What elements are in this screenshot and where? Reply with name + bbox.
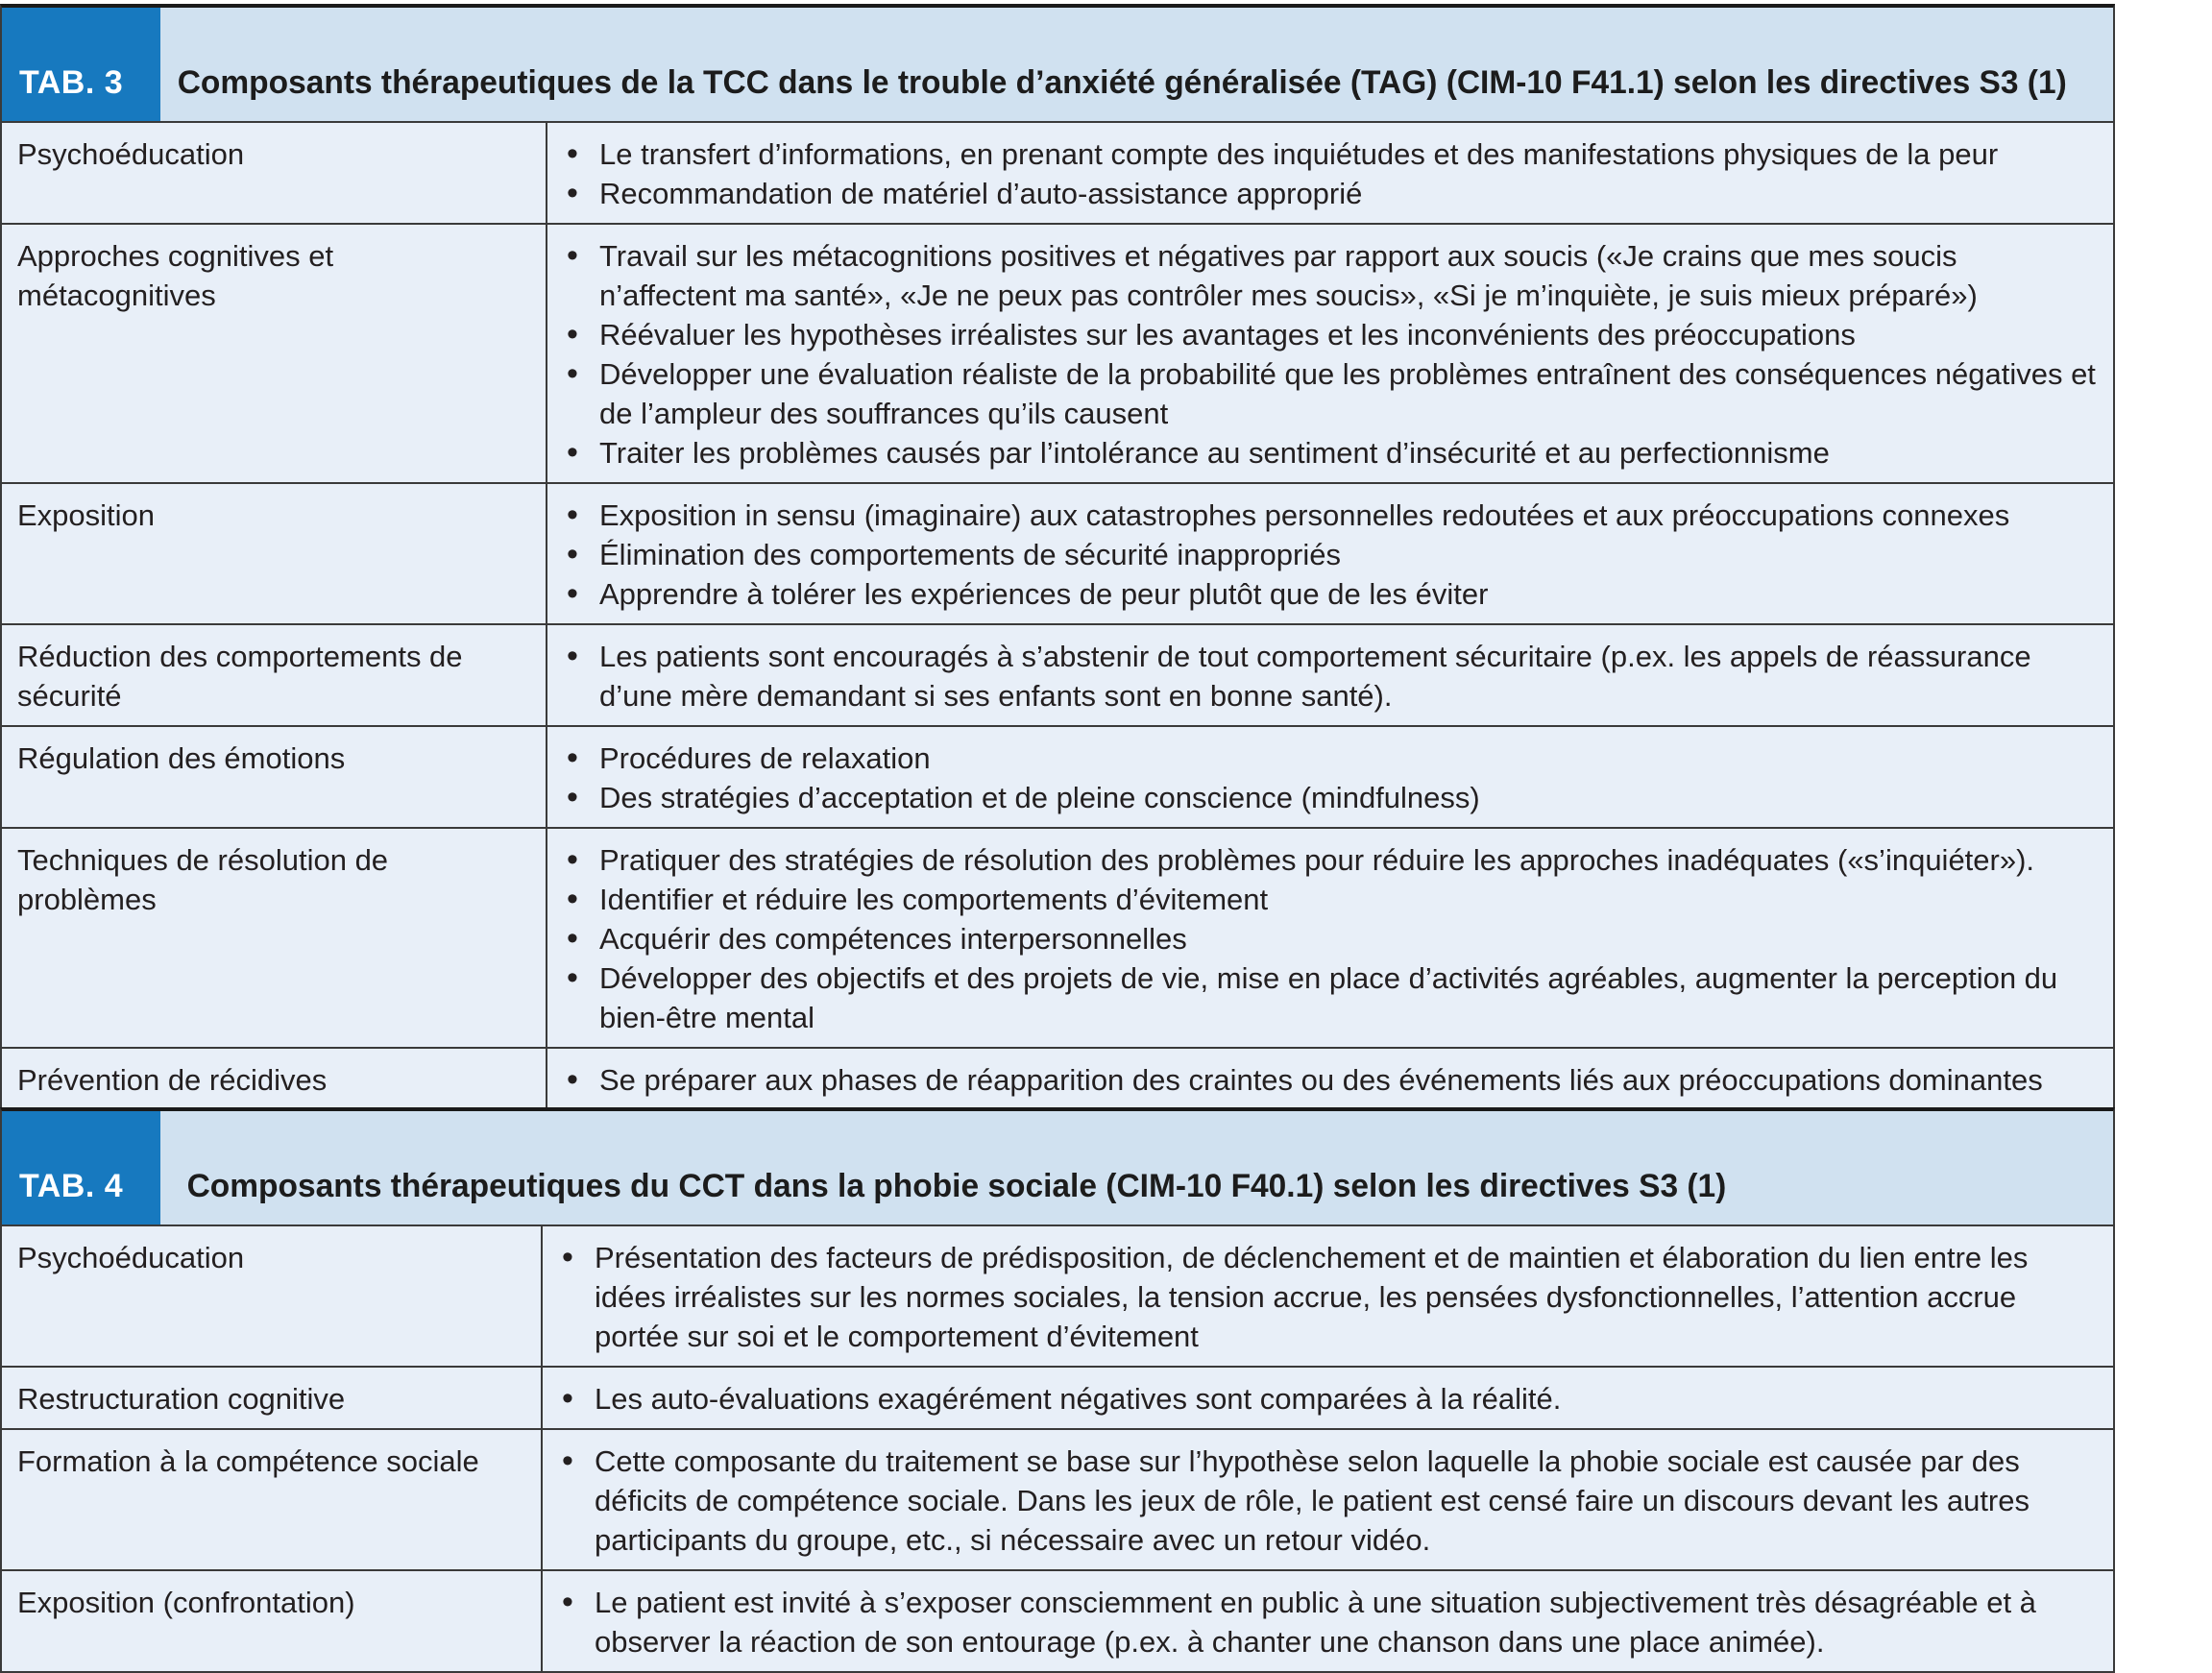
row-content bbox=[547, 1049, 2113, 1109]
table-number-badge: TAB. 3 bbox=[2, 8, 160, 121]
table-row bbox=[2, 625, 2113, 727]
table-title: Composants thérapeutiques du CCT dans la phobie sociale (CIM-10 F40.1) selon les directives S3 (1) bbox=[186, 1168, 1727, 1204]
table-header bbox=[2, 1111, 2113, 1226]
row-content bbox=[543, 1430, 2113, 1569]
table-header bbox=[2, 8, 2113, 123]
row-content bbox=[543, 1226, 2113, 1366]
table-row bbox=[2, 1571, 2113, 1671]
bullet-item: • Traiter les problèmes causés par l’intolérance au sentiment d’insécurité et au perfectionnisme bbox=[565, 433, 2098, 473]
bullet-item: • Le patient est invité à s’exposer consciemment en public à une situation subjectivement très désagréable et à observer la réaction de son entourage (p.ex. à chanter une chanson dans une place animée). bbox=[560, 1583, 2098, 1661]
table-row bbox=[2, 1049, 2113, 1109]
row-content bbox=[547, 225, 2113, 482]
row-content bbox=[543, 1368, 2113, 1428]
row-content bbox=[547, 829, 2113, 1047]
row-label: Psychoéducation bbox=[2, 123, 547, 223]
bullet-item: • Les auto-évaluations exagérément négatives sont comparées à la réalité. bbox=[560, 1379, 2098, 1418]
table-row bbox=[2, 1368, 2113, 1430]
bullet-list bbox=[565, 1060, 2098, 1100]
bullet-list bbox=[560, 1238, 2098, 1356]
row-content bbox=[547, 484, 2113, 623]
row-label: Prévention de récidives bbox=[2, 1049, 547, 1109]
bullet-item: • Acquérir des compétences interpersonnelles bbox=[565, 919, 2098, 958]
bullet-list bbox=[560, 1583, 2098, 1661]
row-label: Restructuration cognitive bbox=[2, 1368, 543, 1428]
table-body bbox=[2, 123, 2113, 1109]
bullet-item: • Les patients sont encouragés à s’abstenir de tout comportement sécuritaire (p.ex. les appels de réassurance d’une mère demandant si ses enfants sont en bonne santé). bbox=[565, 637, 2098, 715]
row-label: Réduction des comportements de sécurité bbox=[2, 625, 547, 725]
bullet-list bbox=[565, 739, 2098, 817]
table-title: Composants thérapeutiques de la TCC dans le trouble d’anxiété généralisée (TAG) (CIM-10 F41.1) selon les directives S3 (1) bbox=[177, 64, 2067, 101]
bullet-item: • Développer des objectifs et des projets de vie, mise en place d’activités agréables, augmenter la perception du bien-être mental bbox=[565, 958, 2098, 1037]
bullet-item: • Se préparer aux phases de réapparition des craintes ou des événements liés aux préoccupations dominantes bbox=[565, 1060, 2098, 1100]
bullet-list bbox=[565, 236, 2098, 473]
table-tab3 bbox=[0, 4, 2115, 1111]
table-tab4 bbox=[0, 1107, 2115, 1673]
bullet-item: • Apprendre à tolérer les expériences de peur plutôt que de les éviter bbox=[565, 574, 2098, 614]
table-row bbox=[2, 1430, 2113, 1571]
row-label: Approches cognitives et métacognitives bbox=[2, 225, 547, 482]
table-row bbox=[2, 123, 2113, 225]
bullet-item: • Travail sur les métacognitions positives et négatives par rapport aux soucis («Je crains que mes soucis n’affectent ma santé», «Je ne peux pas contrôler mes soucis», «Si je m’inquiète, je suis mieux préparé») bbox=[565, 236, 2098, 315]
table-row bbox=[2, 1226, 2113, 1368]
table-row bbox=[2, 484, 2113, 625]
bullet-item: • Élimination des comportements de sécurité inappropriés bbox=[565, 535, 2098, 574]
row-label: Psychoéducation bbox=[2, 1226, 543, 1366]
bullet-item: • Présentation des facteurs de prédisposition, de déclenchement et de maintien et élaboration du lien entre les idées irréalistes sur les normes sociales, la tension accrue, les pensées dysfonctionnelles, l’attention accrue portée sur soi et le comportement d’évitement bbox=[560, 1238, 2098, 1356]
row-label: Formation à la compétence sociale bbox=[2, 1430, 543, 1569]
row-label: Techniques de résolution de problèmes bbox=[2, 829, 547, 1047]
row-content bbox=[547, 123, 2113, 223]
table-number-badge: TAB. 4 bbox=[2, 1111, 160, 1224]
table-row bbox=[2, 829, 2113, 1049]
row-label: Régulation des émotions bbox=[2, 727, 547, 827]
bullet-item: • Recommandation de matériel d’auto-assistance approprié bbox=[565, 174, 2098, 213]
table-row bbox=[2, 225, 2113, 484]
bullet-item: • Le transfert d’informations, en prenant compte des inquiétudes et des manifestations physiques de la peur bbox=[565, 134, 2098, 174]
row-content bbox=[547, 625, 2113, 725]
bullet-item: • Procédures de relaxation bbox=[565, 739, 2098, 778]
bullet-list bbox=[565, 496, 2098, 614]
bullet-list bbox=[565, 134, 2098, 213]
bullet-list bbox=[565, 840, 2098, 1037]
bullet-item: • Des stratégies d’acceptation et de pleine conscience (mindfulness) bbox=[565, 778, 2098, 817]
row-label: Exposition bbox=[2, 484, 547, 623]
bullet-item: • Pratiquer des stratégies de résolution des problèmes pour réduire les approches inadéquates («s’inquiéter»). bbox=[565, 840, 2098, 880]
bullet-item: • Réévaluer les hypothèses irréalistes sur les avantages et les inconvénients des préoccupations bbox=[565, 315, 2098, 354]
bullet-list bbox=[565, 637, 2098, 715]
bullet-item: • Développer une évaluation réaliste de la probabilité que les problèmes entraînent des conséquences négatives et de l’ampleur des souffrances qu’ils causent bbox=[565, 354, 2098, 433]
bullet-item: • Cette composante du traitement se base sur l’hypothèse selon laquelle la phobie sociale est causée par des déficits de compétence sociale. Dans les jeux de rôle, le patient est censé faire un discours devant les autres participants du groupe, etc., si nécessaire avec un retour vidéo. bbox=[560, 1442, 2098, 1560]
bullet-list bbox=[560, 1379, 2098, 1418]
row-content bbox=[547, 727, 2113, 827]
bullet-item: • Exposition in sensu (imaginaire) aux catastrophes personnelles redoutées et aux préoccupations connexes bbox=[565, 496, 2098, 535]
row-content bbox=[543, 1571, 2113, 1671]
table-body bbox=[2, 1226, 2113, 1671]
bullet-list bbox=[560, 1442, 2098, 1560]
table-row bbox=[2, 727, 2113, 829]
bullet-item: • Identifier et réduire les comportements d’évitement bbox=[565, 880, 2098, 919]
row-label: Exposition (confrontation) bbox=[2, 1571, 543, 1671]
